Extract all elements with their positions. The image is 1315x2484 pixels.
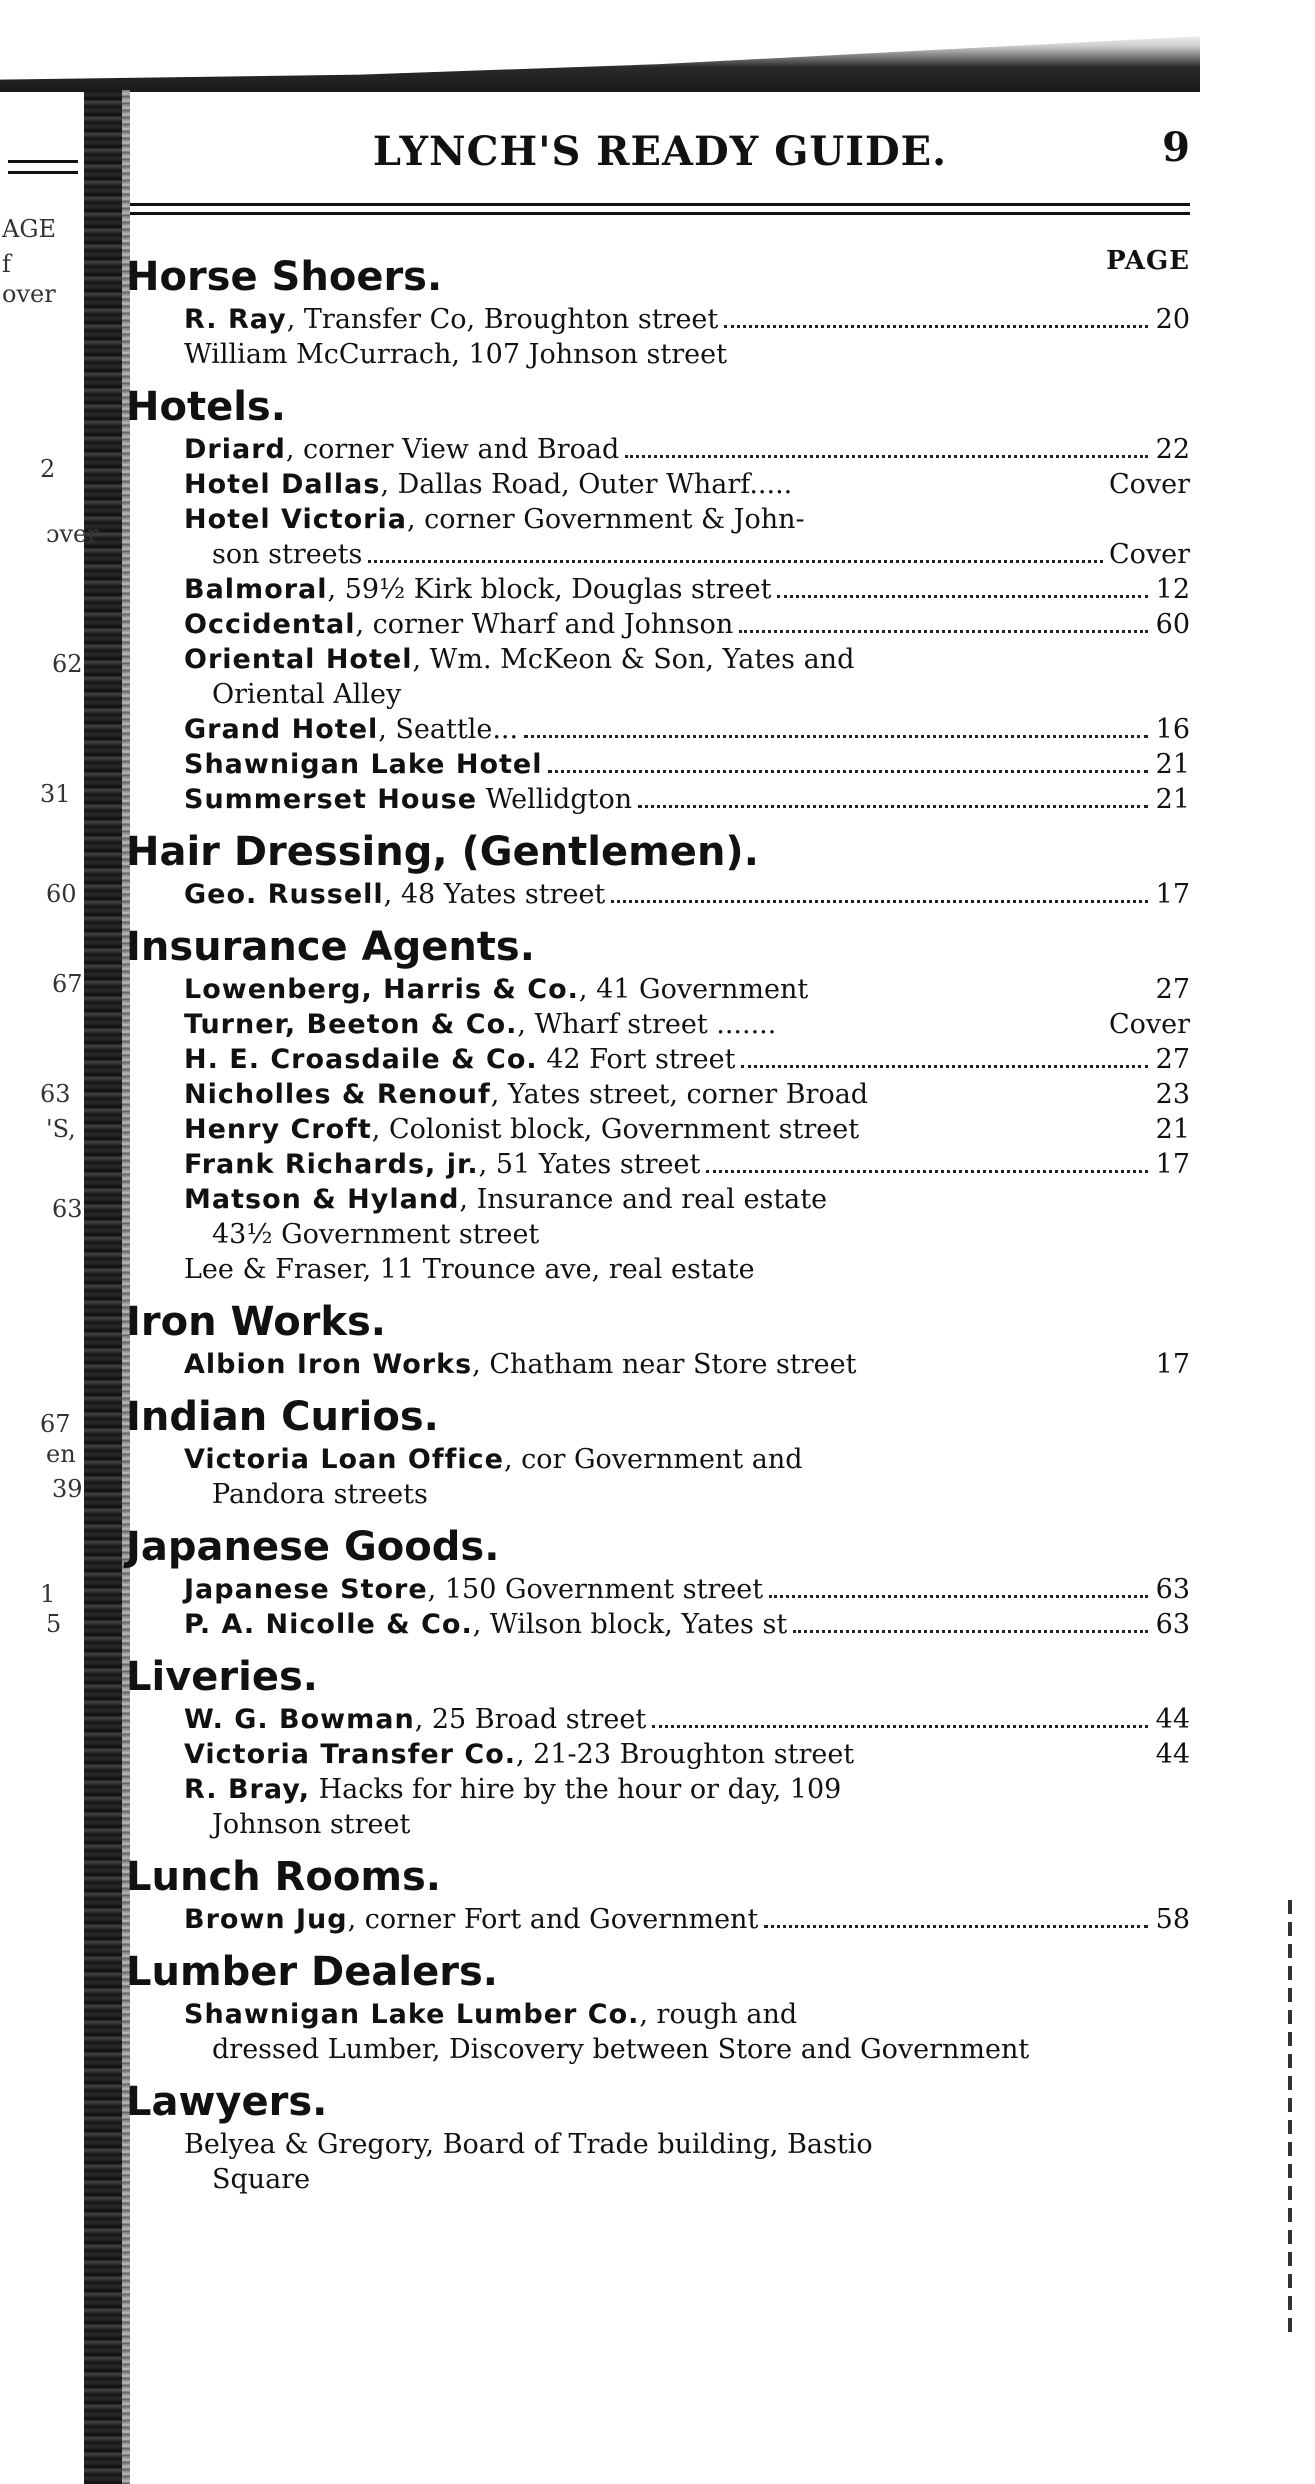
entry-detail: Wellidgton [477, 784, 633, 815]
entry-name: Shawnigan Lake Hotel [184, 749, 543, 780]
entry-page: 17 [1155, 1349, 1190, 1380]
page-header [130, 120, 1190, 200]
category-section [126, 252, 1190, 372]
category-title: Horse Shoers. [126, 254, 443, 300]
category-section [126, 1522, 1190, 1642]
entry-name: Matson & Hyland [184, 1184, 460, 1215]
entry-detail: , Wm. McKeon & Son, Yates and [412, 644, 855, 675]
entry-name: P. A. Nicolle & Co. [184, 1609, 473, 1640]
entry-detail: , Seattle... [378, 714, 519, 745]
directory-entry [184, 572, 1190, 607]
dot-leader [368, 560, 1103, 563]
category-title: Liveries. [126, 1654, 318, 1700]
entry-page: 63 [1155, 1574, 1190, 1605]
dot-leader [548, 770, 1148, 773]
directory-entry [184, 1347, 1190, 1382]
directory-entry [184, 1997, 1190, 2067]
entry-name: R. Bray, [184, 1774, 310, 1805]
margin-fragment: 63 [40, 1080, 71, 1108]
margin-fragment: 39 [52, 1475, 83, 1503]
entry-continuation: son streets [212, 539, 363, 570]
margin-fragment: 63 [52, 1195, 83, 1223]
category-section [126, 1297, 1190, 1382]
entry-continuation: Oriental Alley [212, 679, 402, 710]
entry-name: Victoria Transfer Co. [184, 1739, 517, 1770]
entry-name: Brown Jug [184, 1904, 348, 1935]
entry-name: Lowenberg, Harris & Co. [184, 974, 579, 1005]
entry-page: 44 [1155, 1739, 1190, 1770]
category-title: Lumber Dealers. [126, 1949, 498, 1995]
directory-entry [184, 1572, 1190, 1607]
margin-fragment: over [2, 280, 56, 308]
entry-page: 21 [1155, 784, 1190, 815]
entry-detail: , corner Government & John- [406, 504, 805, 535]
directory-entry [184, 607, 1190, 642]
directory-entry [184, 1042, 1190, 1077]
directory-entry [184, 712, 1190, 747]
entry-detail: William McCurrach, 107 Johnson street [184, 339, 727, 370]
entry-name: Turner, Beeton & Co. [184, 1009, 518, 1040]
entry-name: Summerset House [184, 784, 478, 815]
header-rule-bottom [130, 212, 1190, 215]
entry-page: 20 [1155, 304, 1190, 335]
margin-fragment: 62 [52, 650, 83, 678]
entry-name: Hotel Victoria [184, 504, 407, 535]
directory-entry [184, 502, 1190, 572]
directory-entry [184, 432, 1190, 467]
entry-page: 58 [1155, 1904, 1190, 1935]
entry-page: 21 [1155, 749, 1190, 780]
directory-entry [184, 337, 1190, 372]
entry-continuation: 43½ Government street [212, 1219, 540, 1250]
category-title: Japanese Goods. [126, 1524, 500, 1570]
dot-leader [764, 1925, 1148, 1928]
dot-leader [638, 805, 1148, 808]
entry-continuation: Pandora streets [212, 1479, 428, 1510]
dot-leader [625, 455, 1148, 458]
directory-entry [184, 2127, 1190, 2197]
margin-fragment: 'S, [46, 1115, 76, 1143]
entry-name: Grand Hotel [184, 714, 379, 745]
entry-detail: , Wharf street ....... [517, 1009, 777, 1040]
category-section [126, 1852, 1190, 1937]
entry-detail: , 41 Government [578, 974, 809, 1005]
directory-entry [184, 1442, 1190, 1512]
directory-entry [184, 782, 1190, 817]
entry-name: Albion Iron Works [184, 1349, 473, 1380]
entry-name: Frank Richards, jr. [184, 1149, 479, 1180]
entry-detail: Lee & Fraser, 11 Trounce ave, real estate [184, 1254, 755, 1285]
entry-page: 63 [1155, 1609, 1190, 1640]
margin-fragment: 67 [40, 1410, 71, 1438]
margin-fragment: en [46, 1440, 76, 1468]
margin-fragment: ɔver [46, 520, 99, 548]
margin-fragment: 2 [40, 455, 56, 483]
entry-name: W. G. Bowman [184, 1704, 415, 1735]
margin-fragment: 1 [40, 1580, 56, 1608]
entry-page: 17 [1155, 1149, 1190, 1180]
directory-entry [184, 1112, 1190, 1147]
left-margin-rules [8, 160, 78, 182]
margin-fragment: f [2, 250, 11, 278]
category-title: Hair Dressing, (Gentlemen). [126, 829, 759, 875]
entry-detail: , 59½ Kirk block, Douglas street [327, 574, 772, 605]
directory-entry [184, 302, 1190, 337]
entry-name: Balmoral [184, 574, 328, 605]
category-list [126, 252, 1190, 2197]
category-section [126, 382, 1190, 817]
category-section [126, 1392, 1190, 1512]
category-title: Lunch Rooms. [126, 1854, 441, 1900]
directory-entry [184, 1147, 1190, 1182]
entry-name: Occidental [184, 609, 356, 640]
entry-name: Japanese Store [184, 1574, 428, 1605]
entry-continuation: dressed Lumber, Discovery between Store and Government [212, 2034, 1030, 2065]
entry-detail: , 51 Yates street [478, 1149, 701, 1180]
entry-continuation: Johnson street [212, 1809, 411, 1840]
category-title: Iron Works. [126, 1299, 386, 1345]
header-rule-top [130, 203, 1190, 206]
category-title: Indian Curios. [126, 1394, 439, 1440]
category-title: Insurance Agents. [126, 924, 535, 970]
entry-name: R. Ray [184, 304, 287, 335]
entry-name: Victoria Loan Office [184, 1444, 504, 1475]
entry-detail: , Yates street, corner Broad [490, 1079, 869, 1110]
entry-detail: , 150 Government street [427, 1574, 764, 1605]
entry-page: 17 [1155, 879, 1190, 910]
entry-detail: 42 Fort street [537, 1044, 736, 1075]
directory-content [126, 242, 1190, 2203]
directory-entry [184, 467, 1190, 502]
entry-name: Nicholles & Renouf [184, 1079, 491, 1110]
dot-leader [741, 1065, 1148, 1068]
dot-leader [793, 1630, 1148, 1633]
entry-page: 27 [1155, 974, 1190, 1005]
page-title: LYNCH'S READY GUIDE. [372, 128, 948, 175]
page-number: 9 [1162, 124, 1190, 171]
entry-page: 21 [1155, 1114, 1190, 1145]
dot-leader [739, 630, 1148, 633]
entry-detail: , 21-23 Broughton street [516, 1739, 855, 1770]
scan-top-edge [0, 30, 1200, 92]
page-column-label: PAGE [1106, 246, 1190, 276]
entry-name: Oriental Hotel [184, 644, 413, 675]
dot-leader [706, 1170, 1148, 1173]
entry-detail: , cor Government and [503, 1444, 803, 1475]
category-title: Lawyers. [126, 2079, 328, 2125]
entry-page: 44 [1155, 1704, 1190, 1735]
directory-entry [184, 747, 1190, 782]
entry-detail: , corner Fort and Government [347, 1904, 759, 1935]
entry-detail: , corner Wharf and Johnson [355, 609, 734, 640]
dot-leader [769, 1595, 1148, 1598]
category-section [126, 1947, 1190, 2067]
directory-entry [184, 972, 1190, 1007]
entry-detail: , corner View and Broad [285, 434, 620, 465]
margin-fragment: 31 [40, 780, 71, 808]
entry-page: 16 [1155, 714, 1190, 745]
category-section [126, 827, 1190, 912]
entry-page: Cover [1108, 539, 1190, 570]
directory-entry [184, 1902, 1190, 1937]
entry-name: Driard [184, 434, 286, 465]
directory-entry [184, 1077, 1190, 1112]
margin-fragment: AGE [2, 215, 57, 243]
entry-name: Hotel Dallas [184, 469, 381, 500]
dot-leader [724, 325, 1148, 328]
entry-page: 23 [1155, 1079, 1190, 1110]
category-section [126, 922, 1190, 1287]
directory-entry [184, 1737, 1190, 1772]
entry-page: 22 [1155, 434, 1190, 465]
directory-entry [184, 1607, 1190, 1642]
entry-name: Shawnigan Lake Lumber Co. [184, 1999, 640, 2030]
margin-fragment: 60 [46, 880, 77, 908]
entry-detail: , 25 Broad street [414, 1704, 647, 1735]
margin-fragment: 67 [52, 970, 83, 998]
entry-detail: , Colonist block, Government street [371, 1114, 860, 1145]
directory-entry [184, 1182, 1190, 1252]
entry-page: 12 [1155, 574, 1190, 605]
entry-name: Geo. Russell [184, 879, 384, 910]
entry-detail: , Chatham near Store street [472, 1349, 857, 1380]
entry-name: Henry Croft [184, 1114, 372, 1145]
margin-fragment: 5 [46, 1610, 62, 1638]
category-section [126, 2077, 1190, 2197]
entry-detail: , rough and [639, 1999, 798, 2030]
category-section [126, 1652, 1190, 1842]
category-title: Hotels. [126, 384, 286, 430]
dot-leader [652, 1725, 1148, 1728]
entry-page: 60 [1155, 609, 1190, 640]
dot-leader [777, 595, 1148, 598]
entry-page: Cover [1108, 469, 1190, 500]
entry-name: H. E. Croasdaile & Co. [184, 1044, 538, 1075]
entry-detail: Belyea & Gregory, Board of Trade building, Bastio [184, 2129, 873, 2160]
entry-detail: , Wilson block, Yates st [472, 1609, 788, 1640]
entry-detail: , Dallas Road, Outer Wharf..... [380, 469, 793, 500]
directory-entry [184, 1772, 1190, 1842]
dot-leader [524, 735, 1148, 738]
entry-page: Cover [1108, 1009, 1190, 1040]
directory-entry [184, 642, 1190, 712]
entry-detail: , Insurance and real estate [459, 1184, 828, 1215]
directory-entry [184, 1252, 1190, 1287]
right-edge-marks [1288, 1900, 1292, 2340]
book-spine-shadow [84, 90, 124, 2484]
entry-detail: , Transfer Co, Broughton street [286, 304, 719, 335]
directory-entry [184, 1702, 1190, 1737]
directory-entry [184, 1007, 1190, 1042]
entry-detail: , 48 Yates street [383, 879, 606, 910]
entry-detail: Hacks for hire by the hour or day, 109 [310, 1774, 842, 1805]
dot-leader [611, 900, 1148, 903]
directory-entry [184, 877, 1190, 912]
entry-page: 27 [1155, 1044, 1190, 1075]
entry-continuation: Square [212, 2164, 311, 2195]
